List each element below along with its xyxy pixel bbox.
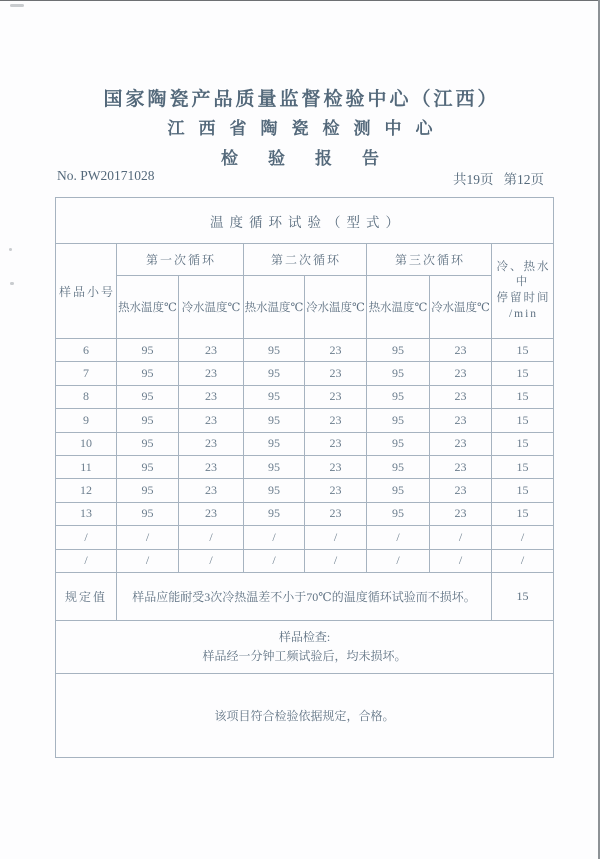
table-cell: 95 xyxy=(117,502,179,525)
sample-check-title: 样品检查: xyxy=(278,630,331,645)
pages-total: 共19页 xyxy=(453,172,494,187)
table-row xyxy=(56,385,554,408)
table-cell: / xyxy=(56,526,117,549)
table-cell: 13 xyxy=(56,502,117,525)
dwell-header-line1: 冷、热水中 xyxy=(496,260,551,289)
table-cell: 15 xyxy=(492,479,554,502)
table-row xyxy=(56,502,554,525)
table-cell: / xyxy=(367,526,430,549)
table-cell: / xyxy=(430,549,492,572)
table-cell: / xyxy=(492,526,554,549)
table-cell: 95 xyxy=(367,502,430,525)
page-info xyxy=(453,168,544,188)
table-cell: / xyxy=(117,526,179,549)
cold-water-header-3: 冷水温度℃ xyxy=(430,276,492,339)
table-cell: 95 xyxy=(367,455,430,478)
table-cell: 95 xyxy=(367,432,430,455)
table-row xyxy=(56,432,554,455)
table-cell: 95 xyxy=(367,339,430,362)
table-cell: 15 xyxy=(492,432,554,455)
table-cell: 95 xyxy=(117,339,179,362)
table-cell: 23 xyxy=(179,479,244,502)
table-cell: 10 xyxy=(56,432,117,455)
table-cell: 23 xyxy=(305,362,367,385)
cold-water-header-1: 冷水温度℃ xyxy=(179,276,244,339)
table-cell: / xyxy=(56,549,117,572)
table-cell: 23 xyxy=(305,479,367,502)
table-cell: 95 xyxy=(244,339,305,362)
table-cell: 95 xyxy=(244,385,305,408)
table-cell: / xyxy=(492,549,554,572)
table-cell: 15 xyxy=(492,339,554,362)
table-cell: 23 xyxy=(305,409,367,432)
cycle-3-header: 第三次循环 xyxy=(367,244,492,276)
cycle-2-header: 第二次循环 xyxy=(244,244,367,276)
table-cell: 15 xyxy=(492,362,554,385)
sample-column-header: 样品小号 xyxy=(56,244,117,339)
table-cell: 6 xyxy=(56,339,117,362)
table-cell: 23 xyxy=(430,339,492,362)
center-name-line1: 国家陶瓷产品质量监督检验中心（江西） xyxy=(103,89,500,110)
table-cell: 23 xyxy=(430,432,492,455)
table-cell: / xyxy=(305,526,367,549)
table-cell: 23 xyxy=(305,385,367,408)
table-cell: 12 xyxy=(56,479,117,502)
hot-water-header-2: 热水温度℃ xyxy=(244,276,305,339)
table-cell: 95 xyxy=(117,432,179,455)
test-result-table xyxy=(55,197,554,758)
table-row xyxy=(56,549,554,572)
report-title: 检验报告 xyxy=(221,149,409,168)
table-row xyxy=(56,479,554,502)
scan-edge-top xyxy=(0,0,600,1)
table-cell: 15 xyxy=(492,409,554,432)
sample-check-cell xyxy=(56,620,554,673)
table-cell: 95 xyxy=(244,409,305,432)
cycle-1-header: 第一次循环 xyxy=(117,244,244,276)
table-cell: 23 xyxy=(430,455,492,478)
scan-smudge xyxy=(9,248,12,251)
table-cell: / xyxy=(430,526,492,549)
conclusion-text: 该项目符合检验依据规定，合格。 xyxy=(56,673,554,757)
table-cell: 95 xyxy=(367,409,430,432)
conclusion-row xyxy=(56,673,554,757)
table-cell: 23 xyxy=(179,502,244,525)
table-cell: 95 xyxy=(117,479,179,502)
dwell-header-line2: 停留时间 xyxy=(496,292,551,304)
sample-check-row xyxy=(56,620,554,673)
table-cell: 95 xyxy=(244,432,305,455)
hot-water-header-1: 热水温度℃ xyxy=(117,276,179,339)
table-cell: / xyxy=(179,549,244,572)
dwell-header-line3: /min xyxy=(508,307,539,320)
table-cell: 11 xyxy=(56,455,117,478)
table-cell: 23 xyxy=(305,339,367,362)
table-cell: 15 xyxy=(492,385,554,408)
table-cell: 95 xyxy=(244,479,305,502)
table-cell: / xyxy=(305,549,367,572)
table-cell: 23 xyxy=(305,432,367,455)
scan-smudge xyxy=(10,4,24,7)
cold-water-header-2: 冷水温度℃ xyxy=(305,276,367,339)
table-cell: 15 xyxy=(492,455,554,478)
table-cell: / xyxy=(117,549,179,572)
table-cell: 23 xyxy=(430,362,492,385)
table-cell: / xyxy=(179,526,244,549)
table-cell: 95 xyxy=(367,385,430,408)
table-cell: 95 xyxy=(117,409,179,432)
spec-label: 规定值 xyxy=(56,572,117,620)
table-cell: 9 xyxy=(56,409,117,432)
table-cell: 23 xyxy=(430,409,492,432)
center-name-line2: 江西省陶瓷检测中心 xyxy=(167,119,447,138)
table-title: 温度循环试验（型式） xyxy=(56,198,554,244)
table-title-row xyxy=(56,198,554,244)
table-row xyxy=(56,339,554,362)
table-cell: 95 xyxy=(117,385,179,408)
table-header-row-1 xyxy=(56,244,554,276)
sample-check-text: 样品经一分钟工频试验后，均未损坏。 xyxy=(202,648,407,663)
table-cell: 23 xyxy=(430,385,492,408)
table-cell: 95 xyxy=(367,362,430,385)
table-cell: / xyxy=(244,549,305,572)
spec-row xyxy=(56,572,554,620)
table-cell: / xyxy=(244,526,305,549)
table-row xyxy=(56,526,554,549)
table-row xyxy=(56,362,554,385)
table-cell: 95 xyxy=(244,362,305,385)
table-cell: 23 xyxy=(305,502,367,525)
table-cell: 95 xyxy=(244,502,305,525)
table-cell: 23 xyxy=(179,409,244,432)
table-header-row-2 xyxy=(56,276,554,339)
table-cell: 7 xyxy=(56,362,117,385)
spec-text: 样品应能耐受3次冷热温差不小于70℃的温度循环试验而不损坏。 xyxy=(117,572,492,620)
scan-smudge xyxy=(10,282,14,285)
table-cell: 95 xyxy=(117,455,179,478)
table-cell: 23 xyxy=(305,455,367,478)
page-current: 第12页 xyxy=(503,172,544,187)
table-cell: 15 xyxy=(492,502,554,525)
table-cell: 95 xyxy=(244,455,305,478)
table-cell: 23 xyxy=(179,455,244,478)
table-cell: 23 xyxy=(179,339,244,362)
spec-dwell-value: 15 xyxy=(492,572,554,620)
table-cell: 23 xyxy=(179,432,244,455)
table-cell: 23 xyxy=(430,479,492,502)
hot-water-header-3: 热水温度℃ xyxy=(367,276,430,339)
table-cell: 23 xyxy=(430,502,492,525)
table-cell: 23 xyxy=(179,362,244,385)
table-cell: / xyxy=(367,549,430,572)
table-cell: 95 xyxy=(367,479,430,502)
table-cell: 95 xyxy=(117,362,179,385)
report-number: No. PW20171028 xyxy=(57,168,155,183)
table-cell: 23 xyxy=(179,385,244,408)
table-cell: 8 xyxy=(56,385,117,408)
table-row xyxy=(56,455,554,478)
dwell-time-header xyxy=(492,244,554,339)
table-row xyxy=(56,409,554,432)
